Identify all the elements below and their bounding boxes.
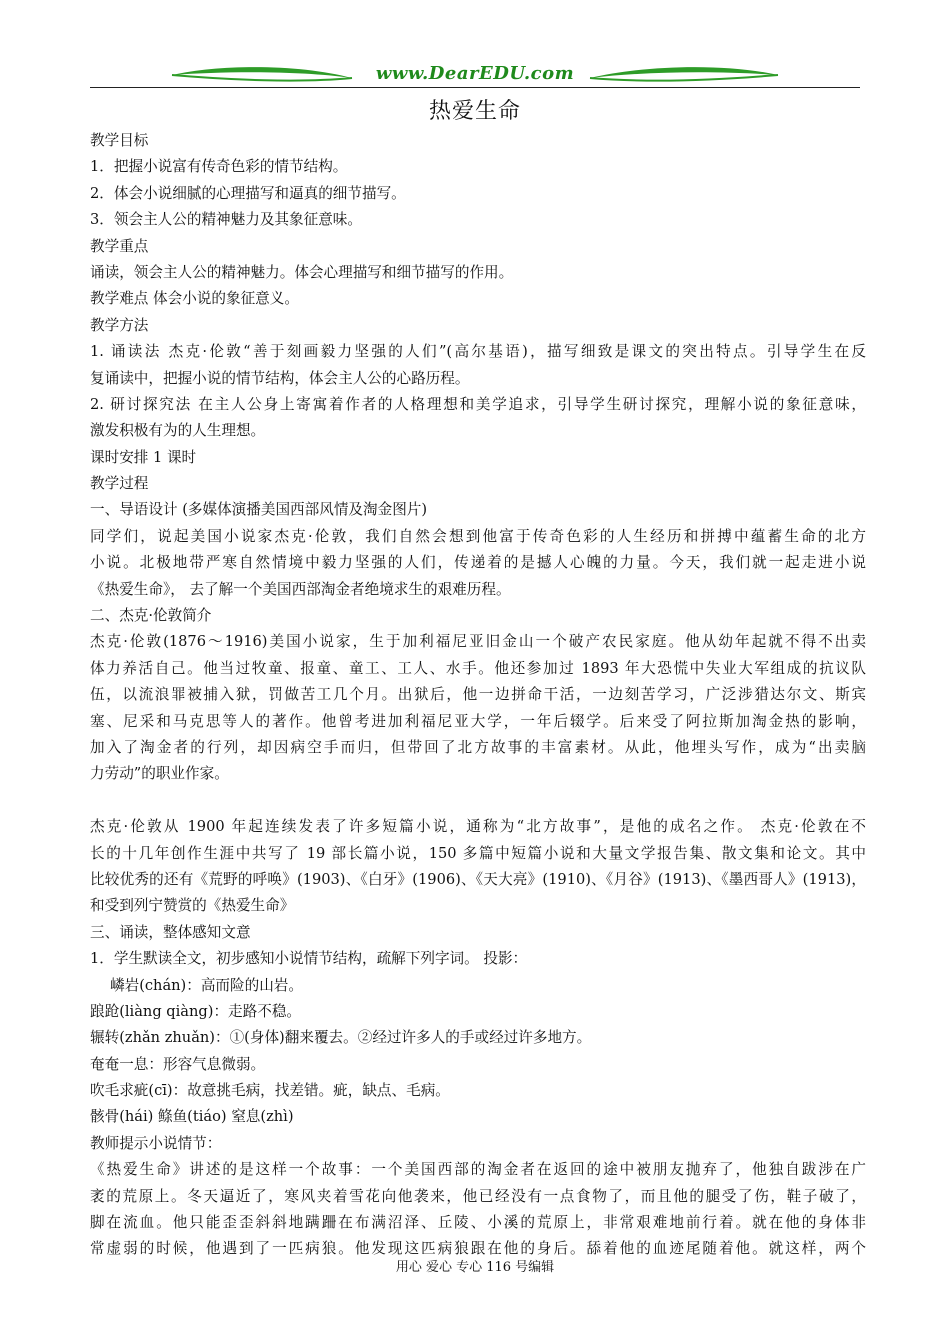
vocab-item: 吹毛求疵(cī)：故意挑毛病，找差错。疵，缺点、毛病。 (90, 1082, 450, 1100)
section-heading: 二、杰克·伦敦简介 (90, 607, 212, 625)
paragraph-line: 2. 研讨探究法 在主人公身上寄寓着作者的人格理想和美学追求，引导学生研讨探究，理解小说的象征意味， (90, 395, 866, 413)
paragraph-line: 同学们，说起美国小说家杰克·伦敦，我们自然会想到他富于传奇色彩的人生经历和拼搏中蕴蓄生命的北方 (90, 527, 866, 545)
paragraph-line: 诵读，领会主人公的精神魅力。体会心理描写和细节描写的作用。 (90, 263, 514, 281)
paragraph-line: 塞、尼采和马克思等人的著作。他曾考进加利福尼亚大学，一年后辍学。后来受了阿拉斯加淘金热的影响， (90, 712, 866, 730)
page-footer: 用心 爱心 专心 116 号编辑 (395, 1260, 555, 1275)
paragraph-line: 常虚弱的时候，他遇到了一匹病狼。他发现这匹病狼跟在他的身后。舔着他的血迹尾随着他。就这样，两个 (90, 1240, 866, 1258)
paragraph-line: 复诵读中，把握小说的情节结构，体会主人公的心路历程。 (90, 369, 470, 387)
paragraph-line: 激发积极有为的人生理想。 (90, 422, 266, 440)
paragraph-line: 《热爱生命》， 去了解一个美国西部淘金者绝境求生的艰难历程。 (90, 580, 511, 598)
paragraph-line: 加入了淘金者的行列，却因病空手而归，但带回了北方故事的丰富素材。从此，他埋头写作，成为“出卖脑 (90, 738, 866, 756)
paragraph-line: 《热爱生命》讲述的是这样一个故事：一个美国西部的淘金者在返回的途中被朋友抛弃了，他独自跋涉在广 (90, 1161, 866, 1179)
paragraph-line: 比较优秀的还有《荒野的呼唤》(1903)、《白牙》(1906)、《天大亮》(1910)、《月谷》(1913)、《墨西哥人》(1913)， (90, 870, 866, 888)
paragraph-line: 伍，以流浪罪被捕入狱，罚做苦工几个月。出狱后，他一边拼命干活，一边刻苦学习，广泛涉猎达尔文、斯宾 (90, 686, 866, 704)
heading-difficulty: 教学难点 体会小说的象征意义。 (90, 290, 299, 308)
document-body (90, 128, 866, 1263)
heading-key-points: 教学重点 (90, 237, 149, 255)
goal-item: 1．把握小说富有传奇色彩的情节结构。 (90, 158, 348, 176)
paragraph-line: 1．学生默读全文，初步感知小说情节结构，疏解下列字词。 投影： (90, 950, 528, 968)
paragraph-line: 脚在流血。他只能歪歪斜斜地蹒跚在布满沼泽、丘陵、小溪的荒原上，非常艰难地前行着。就在他的身体非 (90, 1214, 866, 1232)
paragraph-line: 体力养活自己。他当过牧童、报童、童工、工人、水手。他还参加过 1893 年大恐慌中失业大军组成的抗议队 (90, 659, 866, 677)
paragraph-line: 杰克·伦敦从 1900 年起连续发表了许多短篇小说，通称为“北方故事”，是他的成名之作。 杰克·伦敦在不 (90, 818, 866, 836)
heading-methods: 教学方法 (90, 316, 149, 334)
goal-item: 2．体会小说细腻的心理描写和逼真的细节描写。 (90, 184, 406, 202)
heading-schedule: 课时安排 1 课时 (90, 448, 197, 466)
vocab-item: 嶙岩(chán)：高而险的山岩。 (110, 976, 303, 994)
vocab-item: 奄奄一息：形容气息微弱。 (90, 1055, 266, 1073)
document-title: 热爱生命 (428, 99, 521, 124)
paragraph-line: 长的十几年创作生涯中共写了 19 部长篇小说，150 多篇中短篇小说和大量文学报告集、散文集和论文。其中 (90, 844, 866, 862)
vocab-item: 踉跄(liàng qiàng)：走路不稳。 (90, 1002, 302, 1020)
vocab-item: 骸骨(hái) 鲦鱼(tiáo) 窒息(zhì) (90, 1108, 294, 1126)
goal-item: 3．领会主人公的精神魅力及其象征意味。 (90, 211, 362, 229)
paragraph-line: 杰克·伦敦(1876～1916)美国小说家，生于加利福尼亚旧金山一个破产农民家庭。他从幼年起就不得不出卖 (90, 633, 866, 651)
paragraph-line: 和受到列宁赞赏的《热爱生命》 (90, 897, 295, 915)
section-heading: 三、诵读，整体感知文意 (90, 923, 251, 941)
heading-process: 教学过程 (90, 475, 149, 493)
paragraph-line: 袤的荒原上。冬天逼近了，寒风夹着雪花向他袭来，他已经没有一点食物了，而且他的腿受了伤，鞋子破了， (90, 1187, 866, 1205)
section-heading: 一、导语设计 (多媒体演播美国西部风情及淘金图片) (90, 501, 428, 519)
blank-line (90, 788, 866, 814)
paragraph-line: 1. 诵读法 杰克·伦敦“善于刻画毅力坚强的人们”(高尔基语)，描写细致是课文的突出特点。引导学生在反 (90, 343, 866, 361)
paragraph-line: 小说。北极地带严寒自然情境中毅力坚强的人们，传递着的是撼人心魄的力量。今天，我们就一起走进小说 (90, 554, 866, 572)
paragraph-line: 力劳动”的职业作家。 (90, 765, 229, 783)
paragraph-line: 教师提示小说情节： (90, 1134, 222, 1152)
header-rule (90, 87, 860, 88)
vocab-item: 辗转(zhǎn zhuǎn)：①(身体)翻来覆去。②经过许多人的手或经过许多地方。 (90, 1029, 592, 1047)
site-url[interactable]: www.DearEDU.com (375, 63, 575, 84)
heading-teaching-goals: 教学目标 (90, 132, 149, 149)
